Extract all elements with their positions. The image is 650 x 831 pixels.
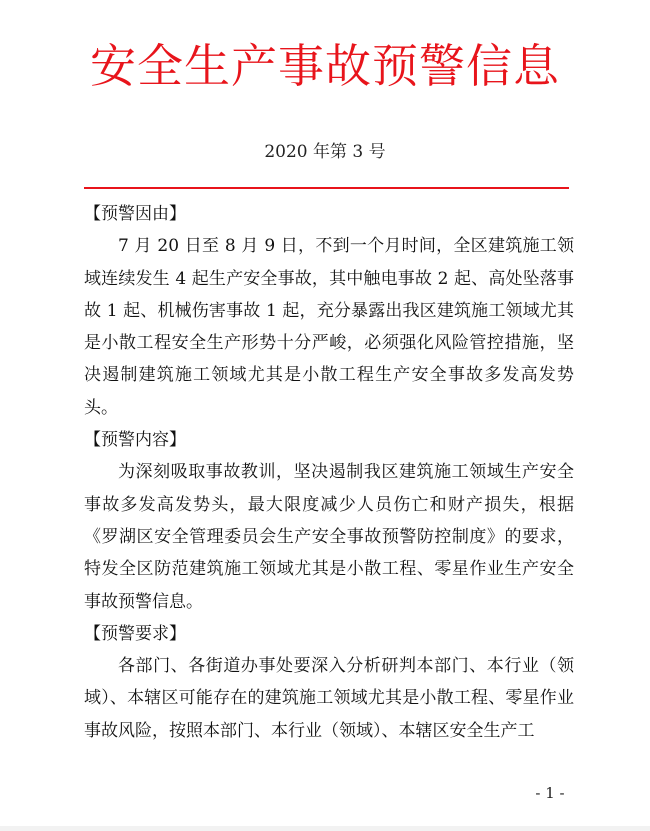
section-heading-reason: 【预警因由】 xyxy=(84,204,186,224)
red-divider-line xyxy=(84,187,569,189)
section-paragraph-content: 为深刻吸取事故教训，坚决遏制我区建筑施工领域生产安全事故多发高发势头，最大限度减少人员伤亡和财产损失，根据《罗湖区安全管理委员会生产安全事故预警防控制度》的要求，特发全区防范建筑施工领域尤其是小散工程、零星作业生产安全事故预警信息。 xyxy=(84,462,574,612)
section-heading-requirements: 【预警要求】 xyxy=(84,623,186,644)
document-body xyxy=(84,198,574,747)
document-title: 安全生产事故预警信息 xyxy=(90,39,560,93)
page-number: - 1 - xyxy=(535,784,565,802)
section-paragraph-requirements: 各部门、各街道办事处要深入分析研判本部门、本行业（领域）、本辖区可能存在的建筑施工领域尤其是小散工程、零星作业事故风险，按照本部门、本行业（领域）、本辖区安全生产工 xyxy=(84,656,574,741)
page-bottom-edge xyxy=(0,826,650,831)
section-heading-content: 【预警内容】 xyxy=(84,430,186,451)
section-paragraph-reason: 7 月 20 日至 8 月 9 日，不到一个月时间，全区建筑施工领域连续发生 4 起生产安全事故，其中触电事故 2 起、高处坠落事故 1 起、机械伤害事故 1 起，充分暴露出我区建筑施工领域尤其是小散工程安全生产形势十分严峻，必须强化风险管控措施，坚决遏制建筑施工领域尤其是小散工程生产安全事故多发高发势头。 xyxy=(84,236,574,418)
issue-number: 2020 年第 3 号 xyxy=(264,142,386,162)
